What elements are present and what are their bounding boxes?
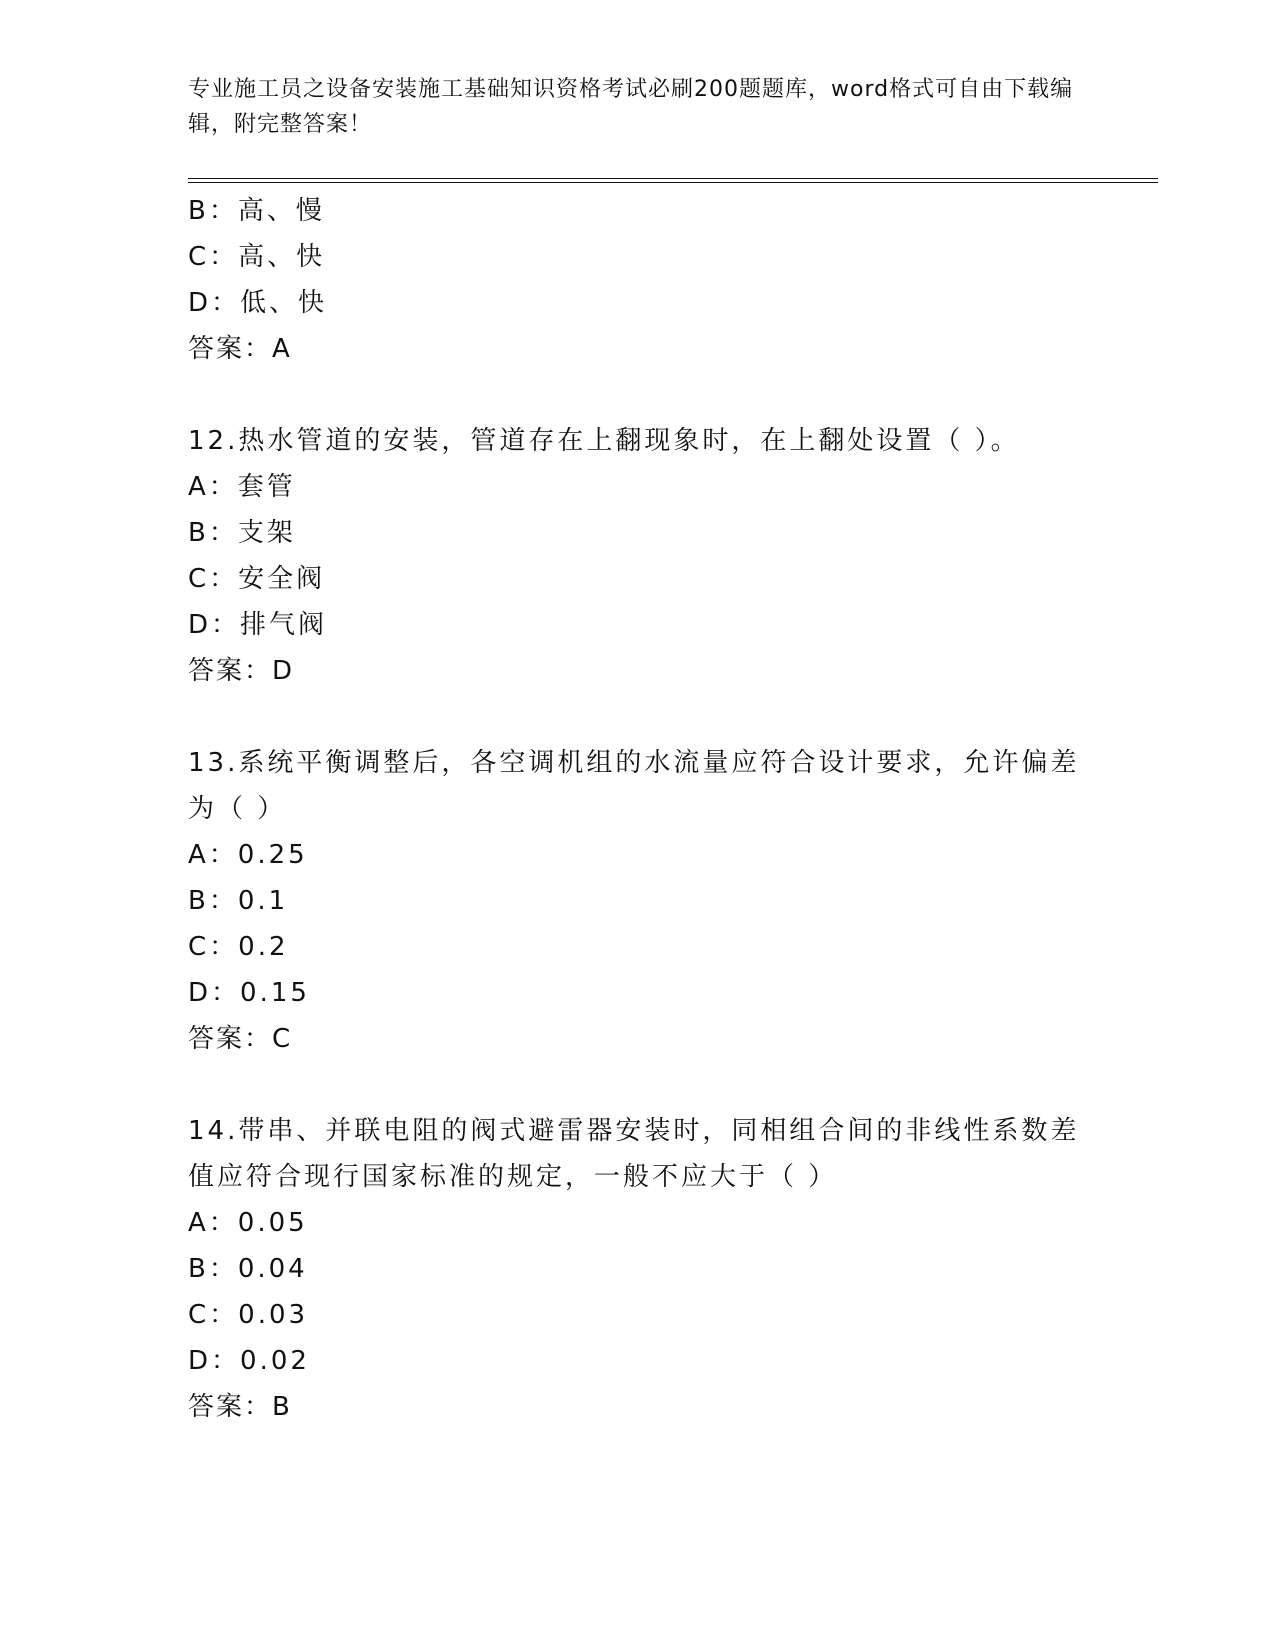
document-header: 专业施工员之设备安装施工基础知识资格考试必刷200题题库，word格式可自由下载编辑，附完整答案！ (188, 77, 1074, 137)
spacer (188, 694, 1088, 740)
option-c: C：高、快 (188, 242, 326, 272)
option-b: B：高、慢 (188, 196, 325, 226)
option-c: C：安全阀 (188, 564, 326, 594)
question-13 (188, 740, 1088, 1062)
question-14 (188, 1108, 1088, 1430)
option-b: B：0.04 (188, 1254, 308, 1284)
option-d: D：低、快 (188, 288, 328, 318)
question-text: 13.系统平衡调整后，各空调机组的水流量应符合设计要求，允许偏差为（ ） (188, 748, 1080, 824)
header-divider-top (188, 178, 1158, 179)
answer-line: 答案：D (188, 656, 295, 686)
option-a: A：0.05 (188, 1208, 308, 1238)
answer-line: 答案：C (188, 1024, 293, 1054)
option-c: C：0.03 (188, 1300, 309, 1330)
spacer (188, 1062, 1088, 1108)
answer-line: 答案：A (188, 334, 292, 364)
option-b: B：支架 (188, 518, 296, 548)
header-divider-bottom (188, 182, 1158, 183)
option-a: A：套管 (188, 472, 296, 502)
question-list (188, 188, 1088, 1430)
partial-question (188, 188, 1088, 372)
question-text: 12.热水管道的安装，管道存在上翻现象时，在上翻处设置（ ）。 (188, 426, 1020, 456)
question-12 (188, 418, 1088, 694)
option-d: D：排气阀 (188, 610, 328, 640)
option-b: B：0.1 (188, 886, 289, 916)
question-text: 14.带串、并联电阻的阀式避雷器安装时，同相组合间的非线性系数差值应符合现行国家标准的规定，一般不应大于（ ） (188, 1116, 1080, 1192)
option-d: D：0.02 (188, 1346, 310, 1376)
answer-line: 答案：B (188, 1392, 292, 1422)
option-c: C：0.2 (188, 932, 289, 962)
spacer (188, 372, 1088, 418)
option-d: D：0.15 (188, 978, 310, 1008)
option-a: A：0.25 (188, 840, 308, 870)
